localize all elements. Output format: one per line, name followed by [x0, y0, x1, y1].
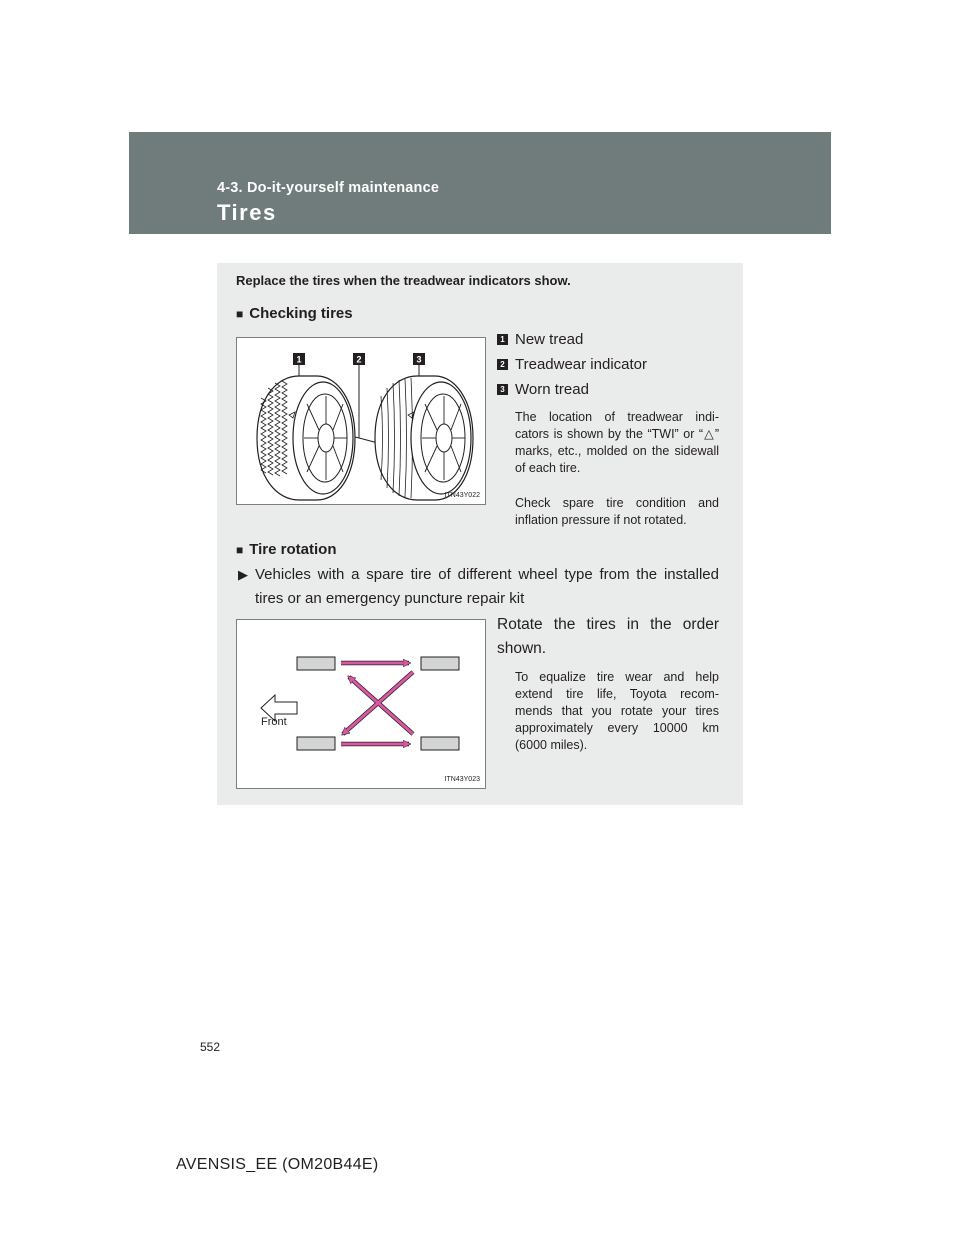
page-number: 552	[200, 1040, 221, 1054]
square-bullet-icon: ■	[236, 543, 244, 557]
vehicle-condition-text: Vehicles with a spare tire of different wheel type from the installed tires or an emergency puncture repair kit	[255, 566, 719, 607]
tire-tread-figure	[236, 337, 486, 505]
figure-code: ITN43Y022	[444, 492, 480, 499]
legend-item-new-tread	[497, 331, 583, 348]
section-title: 4-3. Do-it-yourself maintenance	[217, 180, 440, 196]
checking-tires-heading	[236, 305, 353, 322]
page-title: Tires	[217, 200, 277, 225]
square-bullet-icon: ■	[236, 307, 244, 321]
rotation-diagram	[237, 620, 485, 788]
front-label: Front	[261, 716, 287, 728]
tire-rotation-figure	[236, 619, 486, 789]
footer-model-code: AVENSIS_EE (OM20B44E)	[176, 1156, 379, 1173]
legend-number: 3	[497, 384, 508, 395]
content-panel	[217, 263, 743, 805]
svg-text:3: 3	[416, 354, 422, 365]
tire-rotation-heading	[236, 541, 336, 558]
checking-tires-label: Checking tires	[249, 305, 353, 322]
svg-text:2: 2	[356, 354, 362, 365]
legend-item-treadwear-indicator	[497, 356, 647, 373]
rotation-note: To equalize tire wear and help extend tire life, Toyota recom- mends that you rotate your tires approximately every 10000 km (6000 miles).	[515, 670, 719, 752]
rotate-instruction: Rotate the tires in the order shown.	[497, 616, 719, 657]
legend-number: 2	[497, 359, 508, 370]
svg-text:1: 1	[296, 354, 302, 365]
tire-illustration	[237, 338, 485, 504]
legend-label: New tread	[515, 331, 584, 348]
spare-tire-note: Check spare tire condition and inflation pressure if not rotated.	[515, 496, 719, 527]
tire-rotation-label: Tire rotation	[249, 541, 337, 558]
legend-label: Worn tread	[515, 381, 589, 398]
figure-code: ITN43Y023	[444, 776, 480, 783]
legend-number: 1	[497, 334, 508, 345]
chapter-header	[129, 132, 831, 234]
legend-label: Treadwear indicator	[515, 356, 648, 373]
treadwear-note: The location of treadwear indi- cators is shown by the “TWI” or “△” marks, etc., molded on the sidewall of each tire.	[515, 410, 719, 475]
intro-text: Replace the tires when the treadwear indicators show.	[236, 273, 571, 288]
legend-item-worn-tread	[497, 381, 589, 398]
triangle-bullet-icon: ▶	[238, 567, 248, 582]
